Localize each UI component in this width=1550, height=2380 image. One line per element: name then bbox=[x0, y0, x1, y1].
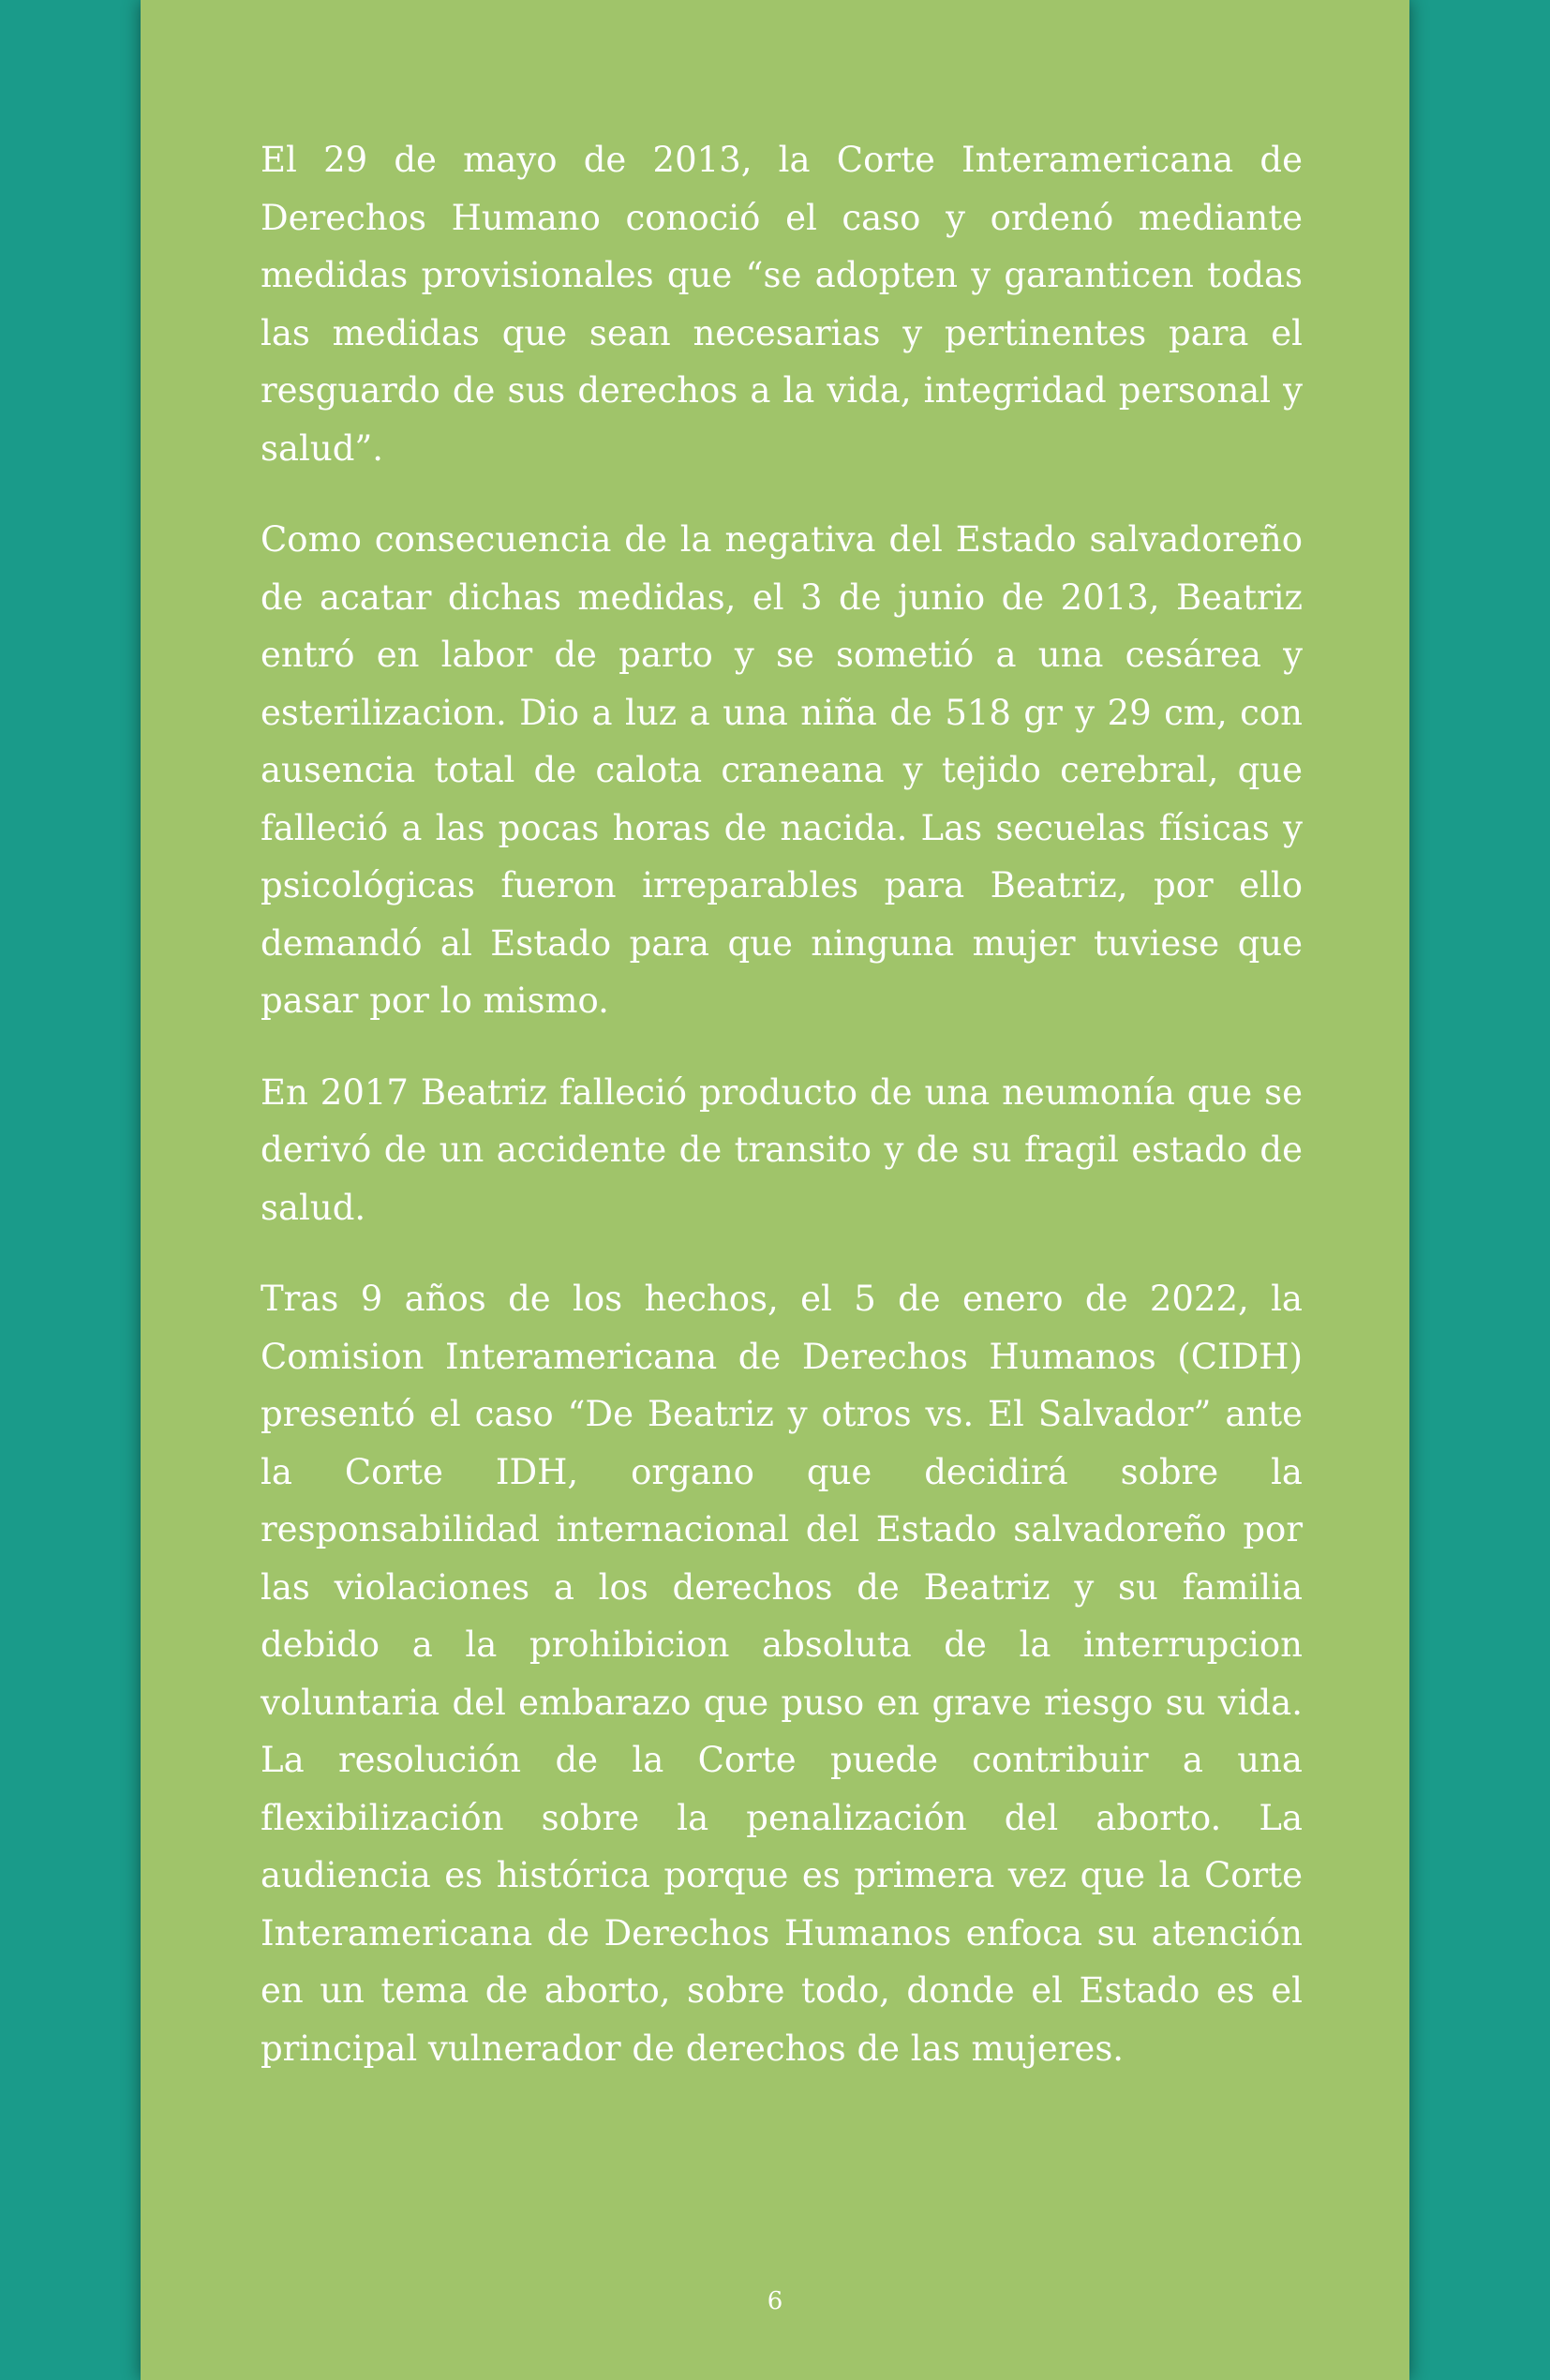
body-text bbox=[261, 131, 1303, 2111]
paragraph-4: Tras 9 años de los hechos, el 5 de enero de 2022, la Comision Interamericana de Derechos Humanos (CIDH) presentó el caso “De Beatriz y otros vs. El Salvador” ante la Corte IDH, organo que decidirá sobre la responsabilidad internacional del Estado salvadoreño por las violaciones a los derechos de Beatriz y su familia debido a la prohibicion absoluta de la interrupcion voluntaria del embarazo que puso en grave riesgo su vida. La resolución de la Corte puede contribuir a una flexibilización sobre la penalización del aborto. La audiencia es histórica porque es primera vez que la Corte Interamericana de Derechos Humanos enfoca su atención en un tema de aborto, sobre todo, donde el Estado es el principal vulnerador de derechos de las mujeres. bbox=[261, 1279, 1303, 2069]
paragraph-2: Como consecuencia de la negativa del Estado salvadoreño de acatar dichas medidas, el 3 de junio de 2013, Beatriz entró en labor de parto y se sometió a una cesárea y esterilizacion. Dio a luz a una niña de 518 gr y 29 cm, con ausencia total de calota craneana y tejido cerebral, que falleció a las pocas horas de nacida. Las secuelas físicas y psicológicas fueron irreparables para Beatriz, por ello demandó al Estado para que ninguna mujer tuviese que pasar por lo mismo. bbox=[261, 519, 1303, 1021]
page-number: 6 bbox=[767, 2287, 783, 2315]
paragraph-1: El 29 de mayo de 2013, la Corte Interamericana de Derechos Humano conoció el caso y ordenó mediante medidas provisionales que “se adopten y garanticen todas las medidas que sean necesarias y pertinentes para el resguardo de sus derechos a la vida, integridad personal y salud”. bbox=[261, 140, 1303, 469]
paragraph-3: En 2017 Beatriz falleció producto de una neumonía que se derivó de un accidente de transito y de su fragil estado de salud. bbox=[261, 1071, 1303, 1228]
document-page bbox=[141, 0, 1409, 2380]
